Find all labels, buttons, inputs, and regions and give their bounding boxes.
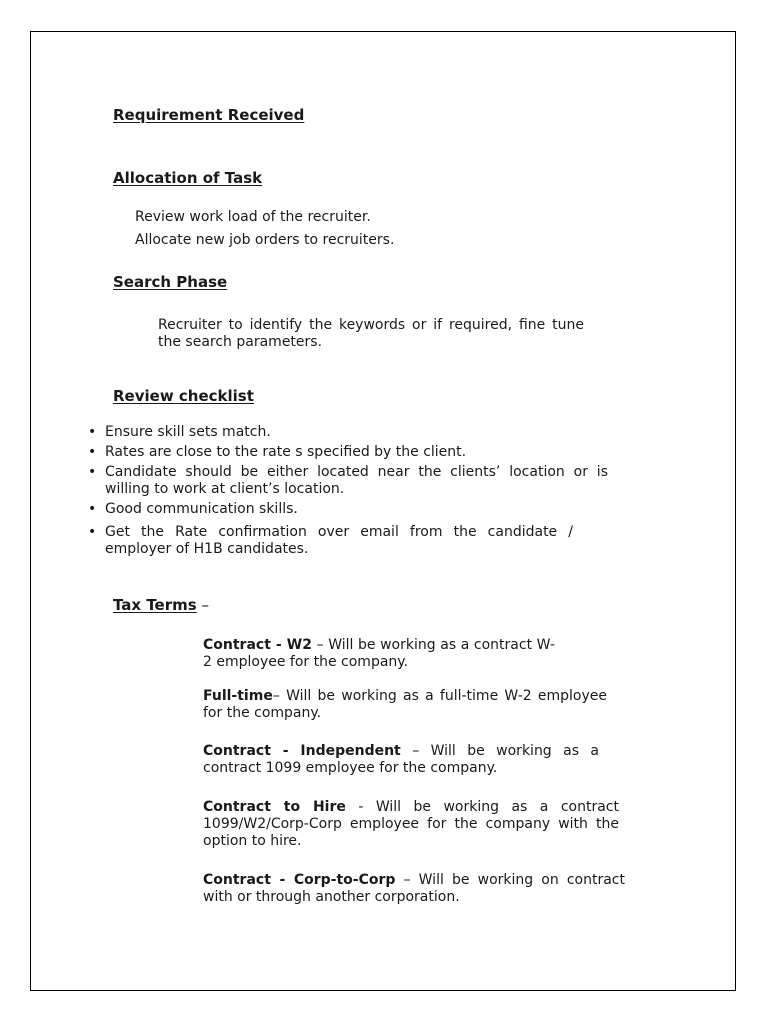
term-label: Contract - Independent (203, 743, 401, 759)
list-item-text: Candidate should be either located near the clients’ location or is willing to work at client’s location. (105, 464, 608, 497)
list-item (88, 464, 613, 498)
list-item (88, 524, 613, 558)
list-item (88, 424, 613, 441)
heading-allocation-of-task: Allocation of Task (113, 169, 263, 187)
term-description: – Will be working as a contract 1099 employee for the company. (203, 743, 599, 776)
term-label: Contract - W2 (203, 637, 312, 653)
heading-review-checklist: Review checklist (113, 387, 254, 405)
term-label: Contract - Corp-to-Corp (203, 872, 396, 888)
bullet-icon: • (88, 424, 97, 440)
review-checklist-list (88, 424, 613, 561)
term-description: – Will be working as a full-time W-2 employee for the company. (203, 688, 607, 721)
allocation-line-2: Allocate new job orders to recruiters. (135, 232, 395, 248)
list-item-text: Get the Rate confirmation over email from the candidate / employer of H1B candidates. (105, 524, 573, 557)
tax-term-contract-w2 (203, 637, 555, 671)
list-item-text: Good communication skills. (105, 501, 298, 517)
term-description: – Will be working on contract with or through another corporation. (203, 872, 625, 905)
heading-requirement-received: Requirement Received (113, 106, 305, 124)
allocation-line-1: Review work load of the recruiter. (135, 209, 371, 225)
tax-term-full-time (203, 688, 607, 722)
term-label: Contract to Hire (203, 799, 346, 815)
heading-tax-terms: Tax Terms (113, 596, 197, 614)
bullet-icon: • (88, 501, 97, 517)
tax-terms-dash: – (196, 596, 209, 614)
tax-terms-heading-row (113, 596, 209, 614)
bullet-icon: • (88, 464, 97, 480)
tax-term-contract-independent (203, 743, 599, 777)
term-description: – Will be working as a contract W-2 employee for the company. (203, 637, 556, 670)
list-item-text: Ensure skill sets match. (105, 424, 271, 440)
tax-term-corp-to-corp (203, 872, 625, 906)
term-description: - Will be working as a contract 1099/W2/Corp-Corp employee for the company with the option to hire. (203, 799, 619, 849)
bullet-icon: • (88, 524, 97, 540)
tax-term-contract-to-hire (203, 799, 619, 850)
term-label: Full-time (203, 688, 273, 704)
list-item (88, 501, 613, 518)
list-item (88, 444, 613, 461)
search-phase-text: Recruiter to identify the keywords or if required, fine tune the search parameters. (158, 317, 584, 350)
list-item-text: Rates are close to the rate s specified by the client. (105, 444, 467, 460)
heading-search-phase: Search Phase (113, 273, 228, 291)
bullet-icon: • (88, 444, 97, 460)
